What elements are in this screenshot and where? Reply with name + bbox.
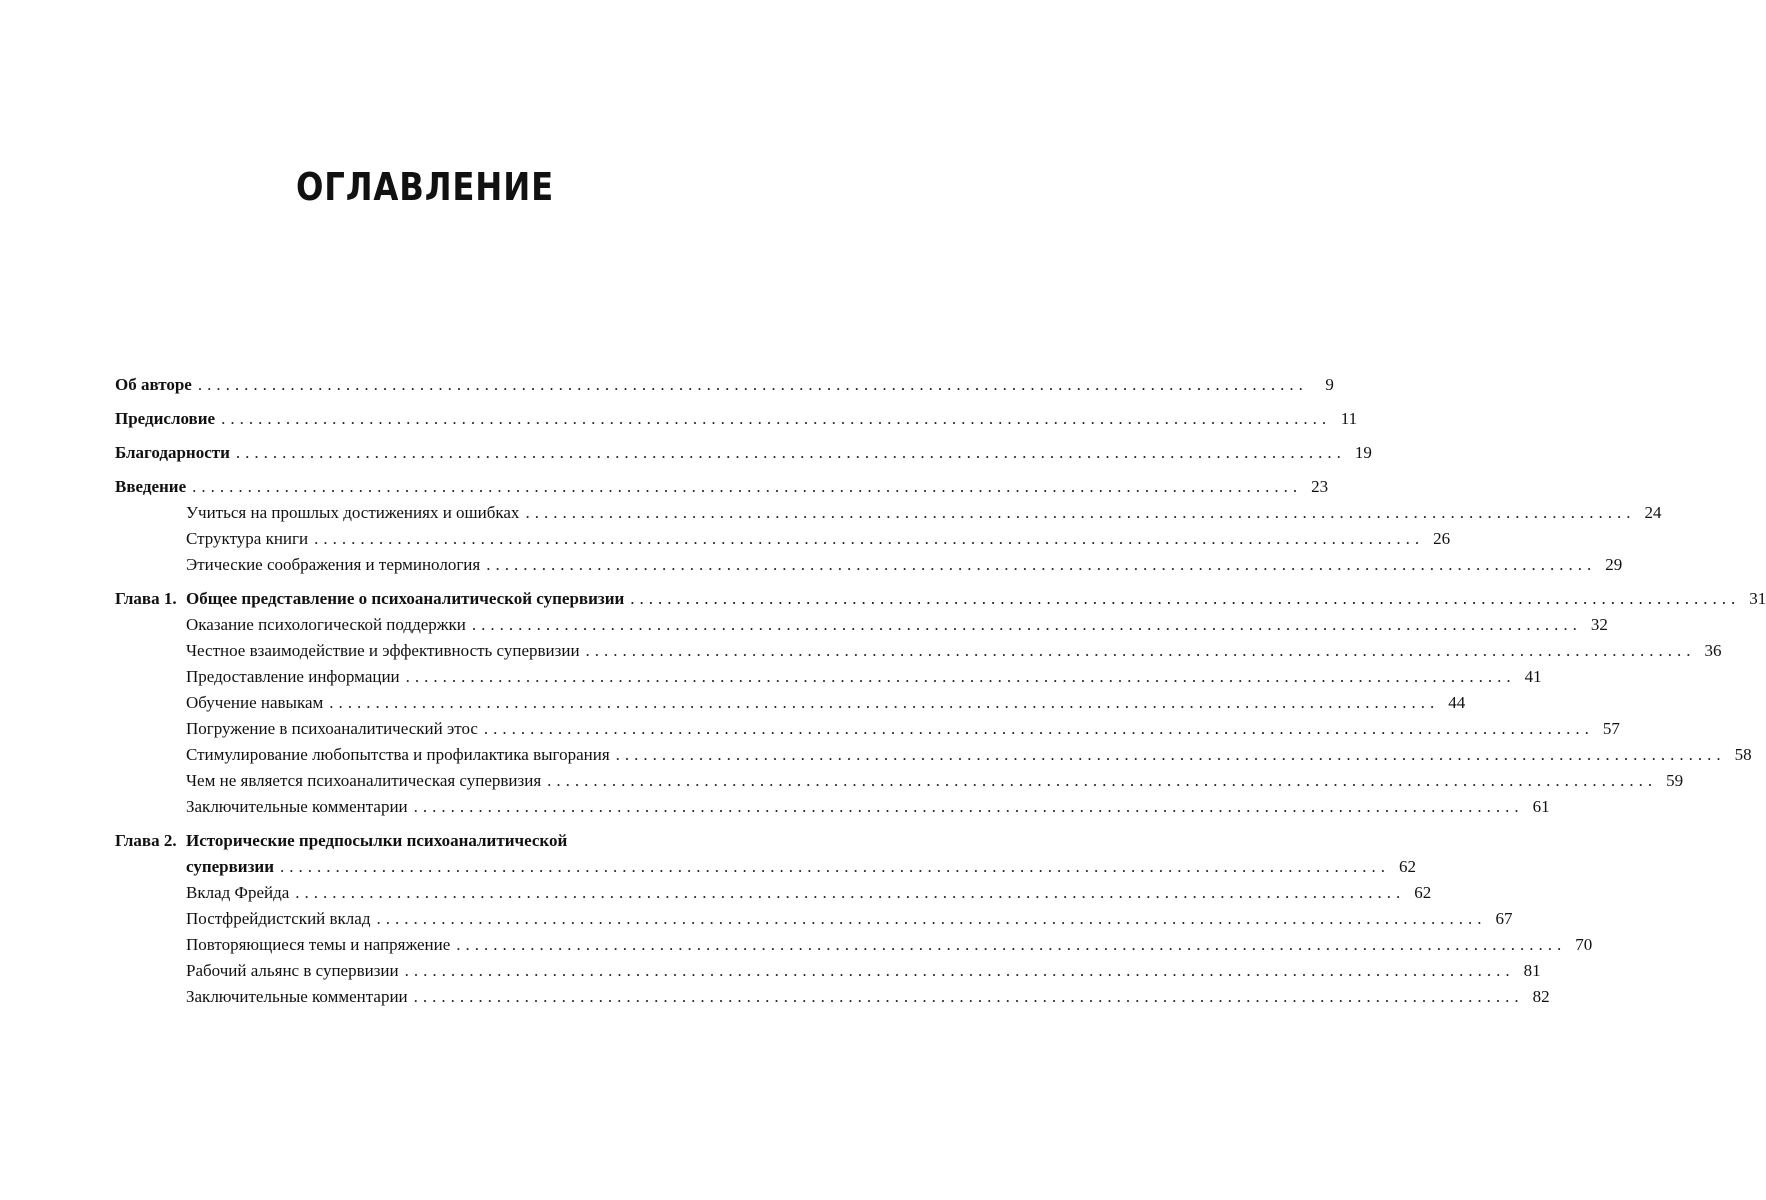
toc-entry-page: 44 [1448, 693, 1466, 712]
dot-leader: ........................................................................................................................ [404, 961, 1515, 980]
page-title: ОГЛАВЛЕНИЕ [295, 165, 555, 209]
toc-subentry[interactable] [115, 612, 1608, 638]
toc-entry-page: 58 [1734, 745, 1752, 764]
toc-entry-label: Этические соображения и терминология [186, 555, 481, 574]
toc-subentry[interactable] [115, 768, 1684, 794]
toc-subentry[interactable] [115, 664, 1542, 690]
toc-entry-page: 41 [1524, 667, 1542, 686]
toc-entry-label: Стимулирование любопытства и профилактика выгорания [186, 745, 610, 764]
dot-leader: ........................................................................................................................ [585, 641, 1696, 660]
toc-entry-label: Обучение навыкам [186, 693, 324, 712]
chapter-title-line-1: Исторические предпосылки психоаналитической [186, 831, 568, 850]
toc-entry-page: 9 [1325, 375, 1334, 394]
toc-subentry[interactable] [115, 880, 1432, 906]
toc-entry-label: Структура книги [186, 529, 309, 548]
toc-subentry[interactable] [115, 716, 1620, 742]
toc-entry-introduction[interactable] [115, 474, 1329, 500]
dot-leader: ........................................................................................................................ [483, 719, 1594, 738]
dot-leader: ........................................................................................................................ [329, 693, 1440, 712]
toc-subentry[interactable] [115, 794, 1550, 820]
dot-leader: ........................................................................................................................ [221, 409, 1332, 428]
dot-leader: ........................................................................................................................ [525, 503, 1636, 522]
toc-entry-page: 24 [1644, 503, 1662, 522]
toc-entry-label: Постфрейдистский вклад [186, 909, 371, 928]
dot-leader: ........................................................................................................................ [413, 797, 1524, 816]
table-of-contents [115, 372, 1766, 1010]
toc-subentry[interactable] [115, 638, 1722, 664]
toc-entry-acknowledgements[interactable] [115, 440, 1372, 466]
toc-entry-page: 19 [1354, 443, 1372, 462]
toc-entry-page: 11 [1340, 409, 1358, 428]
toc-subentry[interactable] [115, 984, 1550, 1010]
toc-entry-page: 36 [1704, 641, 1722, 660]
dot-leader: ........................................................................................................................ [280, 857, 1391, 876]
toc-subentry[interactable] [115, 500, 1662, 526]
toc-entry-label: Честное взаимодействие и эффективность супервизии [186, 641, 580, 660]
toc-entry-page: 57 [1602, 719, 1620, 738]
dot-leader: ........................................................................................................................ [405, 667, 1516, 686]
dot-leader: ........................................................................................................................ [192, 477, 1303, 496]
toc-entry-label: Повторяющиеся темы и напряжение [186, 935, 451, 954]
toc-entry-page: 62 [1399, 857, 1417, 876]
chapter-number: Глава 2. [115, 831, 177, 850]
chapter-number: Глава 1. [115, 589, 177, 608]
toc-entry-page: 29 [1605, 555, 1623, 574]
toc-subentry[interactable] [115, 932, 1593, 958]
toc-entry-label: Предисловие [115, 409, 216, 428]
toc-subentry[interactable] [115, 906, 1513, 932]
toc-entry-label: Заключительные комментарии [186, 797, 408, 816]
dot-leader: ........................................................................................................................ [547, 771, 1658, 790]
toc-subentry[interactable] [115, 690, 1466, 716]
toc-entry-page: 70 [1575, 935, 1593, 954]
toc-entry-label: Чем не является психоаналитическая супервизия [186, 771, 542, 790]
toc-subentry[interactable] [115, 552, 1623, 578]
dot-leader: ........................................................................................................................ [615, 745, 1726, 764]
toc-entry-label: Введение [115, 477, 187, 496]
toc-entry-preface[interactable] [115, 406, 1358, 432]
toc-chapter-1[interactable] [115, 586, 1766, 612]
dot-leader: ........................................................................................................................ [413, 987, 1524, 1006]
dot-leader: ........................................................................................................................ [295, 883, 1406, 902]
toc-subentry[interactable] [115, 742, 1752, 768]
toc-entry-page: 67 [1495, 909, 1513, 928]
toc-entry-page: 31 [1749, 589, 1766, 608]
dot-leader: ........................................................................................................................ [630, 589, 1741, 608]
toc-subentry[interactable] [115, 526, 1451, 552]
toc-subentry[interactable] [115, 958, 1541, 984]
toc-entry-label: Предоставление информации [186, 667, 400, 686]
dot-leader: ........................................................................................................................ [314, 529, 1425, 548]
toc-entry-page: 81 [1523, 961, 1541, 980]
toc-entry-label: Учиться на прошлых достижениях и ошибках [186, 503, 520, 522]
dot-leader: ........................................................................................................................ [486, 555, 1597, 574]
toc-entry-about-author[interactable] [115, 372, 1334, 398]
toc-entry-label: Заключительные комментарии [186, 987, 408, 1006]
chapter-title: Общее представление о психоаналитической супервизии [186, 589, 625, 608]
toc-entry-page: 61 [1532, 797, 1550, 816]
dot-leader: ........................................................................................................................ [456, 935, 1567, 954]
dot-leader: ........................................................................................................................ [235, 443, 1346, 462]
dot-leader: ........................................................................................................................ [376, 909, 1487, 928]
toc-entry-label: Вклад Фрейда [186, 883, 290, 902]
toc-entry-label: Погружение в психоаналитический этос [186, 719, 478, 738]
toc-entry-label: Благодарности [115, 443, 230, 462]
dot-leader: ........................................................................................................................ [471, 615, 1582, 634]
toc-entry-page: 26 [1433, 529, 1451, 548]
toc-entry-label: Оказание психологической поддержки [186, 615, 466, 634]
toc-entry-page: 32 [1590, 615, 1608, 634]
toc-chapter-2[interactable] [115, 828, 733, 854]
toc-entry-label: Рабочий альянс в супервизии [186, 961, 399, 980]
toc-entry-page: 59 [1666, 771, 1684, 790]
toc-entry-label: Об авторе [115, 375, 192, 394]
toc-chapter-2-continued[interactable] [115, 854, 1417, 880]
toc-entry-page: 62 [1414, 883, 1432, 902]
toc-entry-page: 82 [1532, 987, 1550, 1006]
dot-leader: ........................................................................................................................ [197, 375, 1308, 394]
chapter-title-line-2: супервизии [186, 857, 275, 876]
toc-entry-page: 23 [1311, 477, 1329, 496]
